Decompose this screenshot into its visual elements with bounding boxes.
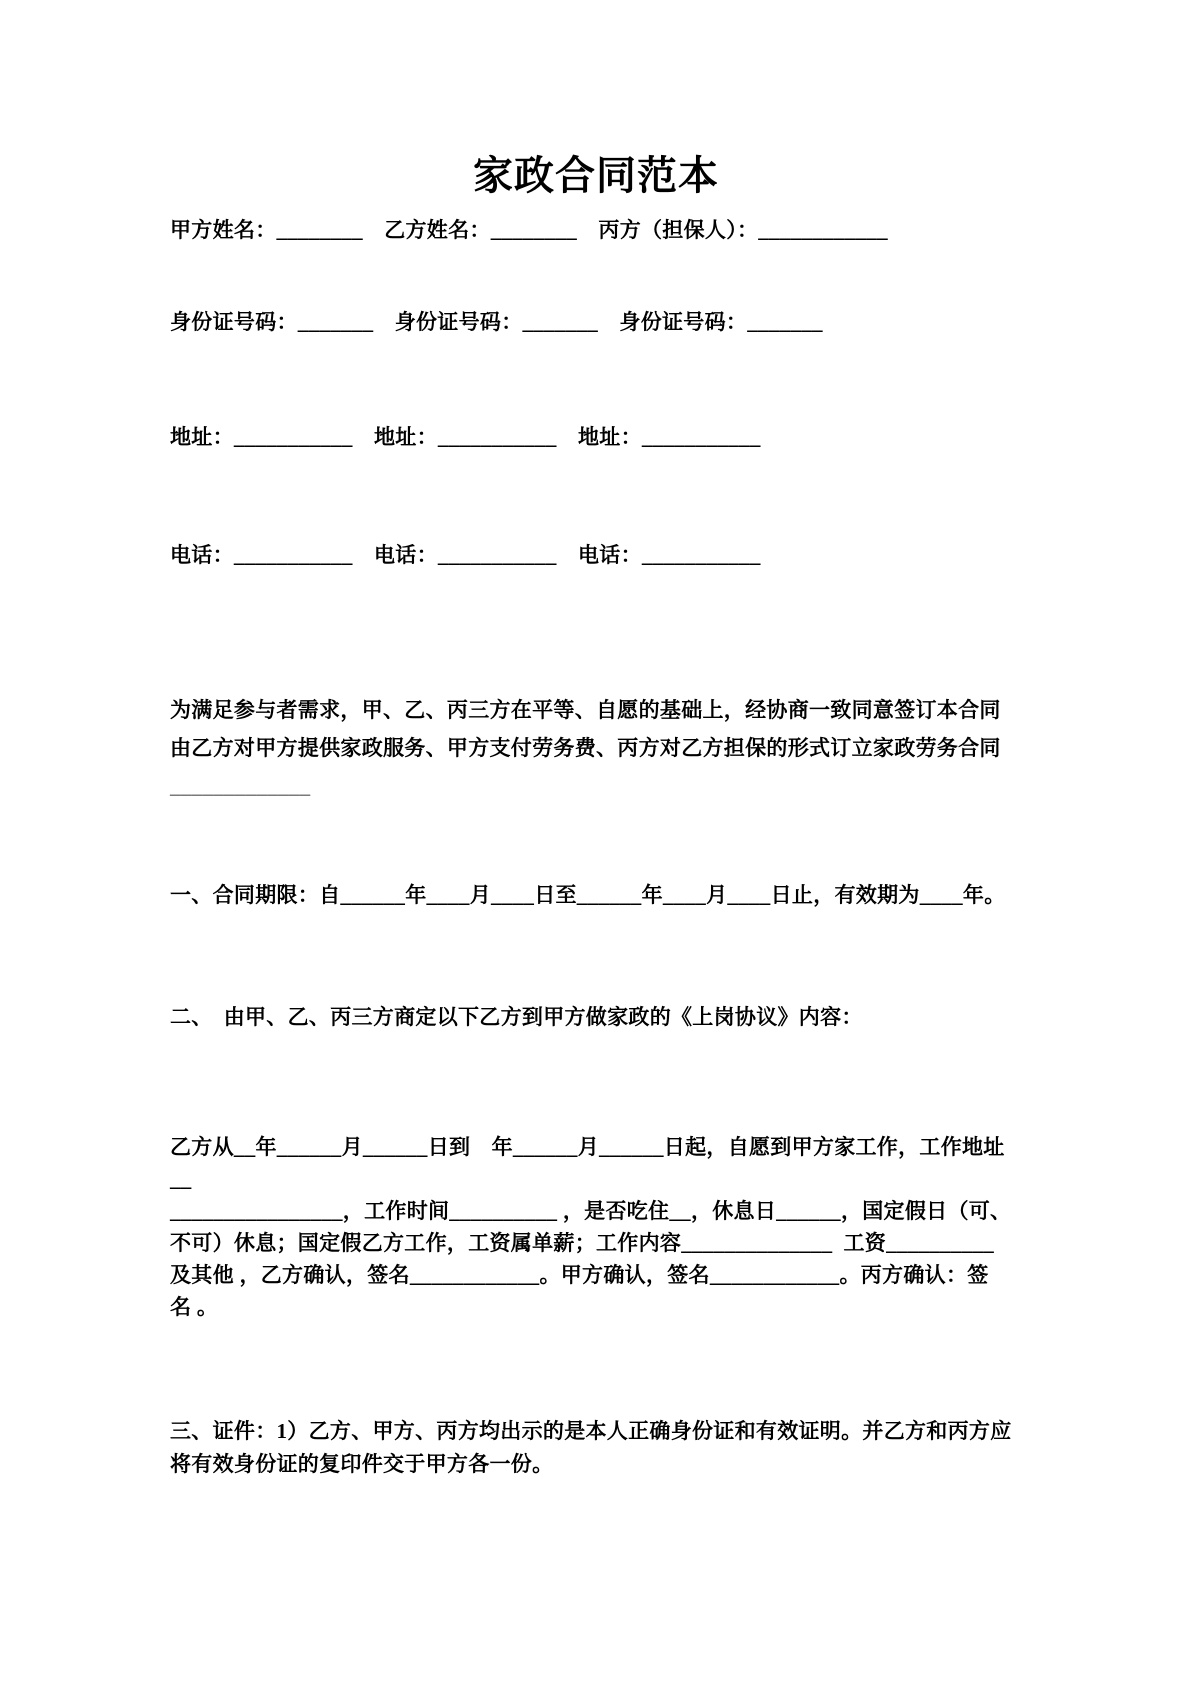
agreement-line-5: 名 。	[170, 1295, 219, 1319]
preamble-paragraph	[170, 691, 1022, 805]
agreement-line-2: ________________，工作时间__________ ，是否吃住__，休息日______，国定假日（可、	[170, 1199, 1012, 1223]
document-title: 家政合同范本	[473, 153, 719, 198]
clause-documents-line-2: 将有效身份证的复印件交于甲方各一份。	[170, 1452, 554, 1476]
preamble-blank-underline: _____________	[170, 774, 311, 798]
clause-contract-term-line: 一、合同期限：自______年____月____日至______年____月____日止，有效期为____年。	[170, 883, 1006, 907]
clause-documents-paragraph	[170, 1415, 1022, 1481]
clause-documents-line-1: 三、证件：1）乙方、甲方、丙方均出示的是本人正确身份证和有效证明。并乙方和丙方应	[170, 1419, 1012, 1443]
addresses-line: 地址：___________ 地址：___________ 地址：___________	[170, 425, 761, 449]
party-names-line: 甲方姓名：________ 乙方姓名：________ 丙方（担保人）：____________	[170, 218, 888, 242]
clause-agreement-intro-line: 二、 由甲、乙、丙三方商定以下乙方到甲方做家政的《上岗协议》内容：	[170, 1005, 863, 1029]
id-numbers-line: 身份证号码：_______ 身份证号码：_______ 身份证号码：_______	[170, 310, 823, 334]
preamble-line-1: 为满足参与者需求，甲、乙、丙三方在平等、自愿的基础上，经协商一致同意签订本合同	[170, 698, 1001, 722]
agreement-line-1: 乙方从__年______月______日到 年______月______日起，自愿到甲方家工作，工作地址__	[170, 1135, 1005, 1191]
work-agreement-paragraph	[170, 1131, 1022, 1323]
preamble-line-2: 由乙方对甲方提供家政服务、甲方支付劳务费、丙方对乙方担保的形式订立家政劳务合同	[170, 736, 1001, 760]
agreement-line-3: 不可）休息；国定假乙方工作，工资属单薪；工作内容______________ 工资__________	[170, 1231, 995, 1255]
agreement-line-4: 及其他 ，乙方确认，签名____________。甲方确认，签名____________。丙方确认：签	[170, 1263, 989, 1287]
phones-line: 电话：___________ 电话：___________ 电话：___________	[170, 543, 761, 567]
